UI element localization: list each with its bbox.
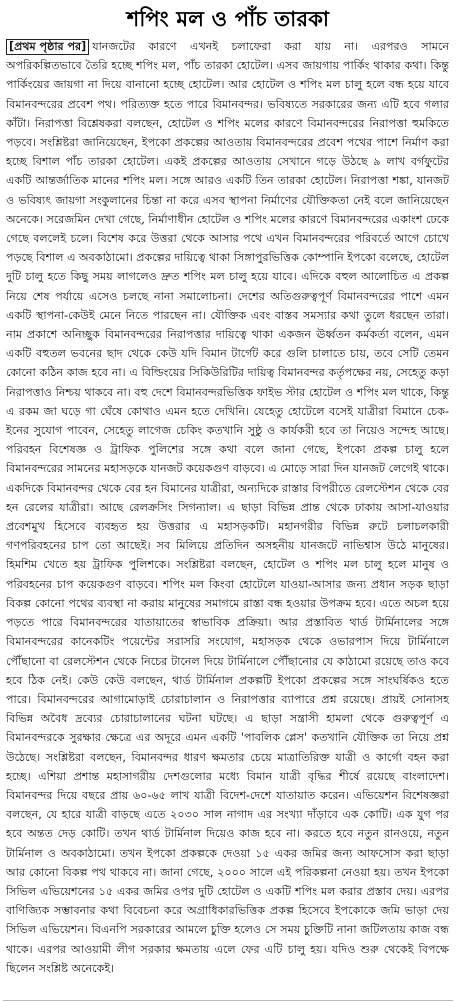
bottom-rule	[3, 1000, 453, 1001]
article-paragraph: যানজটের কারণে এখনই চলাফেরা করা যায় না। এরপরও সামনে অপরিকল্পিতভাবে তৈরি হচ্ছে শপিং মল, পাঁচ তারকা হোটেল। এসব জায়গায় পার্কিং থাকার কথা। কিন্তু পার্কিংয়ের জায়গা না দিয়ে বানানো হচ্ছে হোটেল। আর হোটেল ও শপিং মল চালু হলে বন্ধ হয়ে যাবে বিমানবন্দরের প্রবেশ পথ। পরিত্যক্ত হতে পারে বিমানবন্দর। ভবিষ্যতে সরকারের জন্য এটি হবে গলার কাঁটা। নিরাপত্তা বিশ্লেষকরা বলছেন, হোটেল ও শপিং মলের কারণে বিমানবন্দরের নিরাপত্তা হুমকিতে পড়বে। সংশ্লিষ্টরা জানিয়েছেন, ইপকো প্রকল্পের আওতায় বিমানবন্দরের প্রবেশ পথের পাশে নির্মাণ করা হচ্ছে বিশাল পাঁচ তারকা হোটেল। একই প্রকল্পের আওতায় সেখানে গড়ে উঠছে ৯ লাখ বর্গফুটের একটি আন্তর্জাতিক মানের শপিং মল। সঙ্গে আরও একটি তিন তারকা হোটেল। নিরাপত্তা শঙ্কা, যানজট ও ভবিষ্যৎ জায়গা সংকুলানের চিন্তা না করে এসব স্থাপনা নির্মাণের যৌক্তিকতা নেই বলে জানিয়েছেন অনেকে। সরেজমিন দেখা গেছে, নির্মাণাধীন হোটেল ও শপিং মলের কারণে বিমানবন্দরের একাংশ ঢেকে গেছে বললেই চলে। বিশেষ করে উত্তরা থেকে আসার পথে এখন বিমানবন্দরের পরিবর্তে আগে চোখে পড়ছে বিশাল এ অবকাঠামো। প্রকল্পের দায়িত্বে থাকা সিঙ্গাপুরভিত্তিক কোম্পানি ইপকো বলেছে, হোটেল দুটি চালু হতে কিছু সময় লাগলেও দ্রুত শপিং মল চালু হয়ে যাবে। এদিকে বহুল আলোচিত এ প্রকল্প নিয়ে শেষ পর্যায়ে এসেও চলছে নানা সমালোচনা। দেশের অতিগুরুত্বপূর্ণ বিমানবন্দরের পাশে এমন একটি স্থাপনা-কেউই মেনে নিতে পারছেন না। যৌক্তিক এবং বাস্তব সমস্যার কথা তুলে ধরছেন তারা। নাম প্রকাশে অনিচ্ছুক বিমানবন্দরের নিরাপত্তার দায়িত্বে থাকা একজন ঊর্ধ্বতন কর্মকর্তা বলেন, এমন একটি বহুতল ভবনের ছাদ থেকে কেউ যদি বিমান টার্গেট করে গুলি চালাতে চায়, তবে সেটি তেমন কোনো কঠিন কাজ হবে না। এ বিল্ডিংয়ের সিকিউরিটির দায়িত্ব বিমানবন্দর কর্তৃপক্ষের নয়, সেহেতু কড়া নিরাপত্তাও নিশ্চয় থাকবে না। বহু দেশে বিমানবন্দরভিত্তিক ফাইভ স্টার হোটেল ও শপিং মল থাকে, কিন্তু এ রকম জা ঘড়ে গা ঘেঁষে কোথাও এমন হতে দেখিনি। যেহেতু হোটেলে বসেই যাত্রীরা বিমানে চেক-ইনের সুযোগ পাবেন, সেহেতু লাগেজ চেকিং কতখানি সুষ্ঠু ও কার্যকরী হবে তা নিয়েও সন্দেহ আছে। পরিবহন বিশেষজ্ঞ ও ট্রাফিক পুলিশের সঙ্গে কথা বলে জানা গেছে, ইপকো প্রকল্প চালু হলে বিমানবন্দরের সামনের মহাসড়কে যানজট কয়েকগুণ বাড়বে। এ মোড়ে সারা দিন যানজট লেগেই থাকে। একদিকে বিমানবন্দর থেকে বের হন বিমানের যাত্রীরা, অন্যদিকে রাস্তার বিপরীতে রেলস্টেশন থেকে বের হন রেলের যাত্রীরা। আছে রেলক্রসিং সিগন্যাল। এ ছাড়া বিভিন্ন প্রান্ত থেকে ঢাকায় আসা-যাওয়ার প্রবেশমুখ হিসেবে ব্যবহৃত হয় উত্তরার এ মহাসড়কটি। মহানগরীর বিভিন্ন রুটে চলাচলকারী গণপরিবহনের চাপ তো আছেই। সব মিলিয়ে প্রতিদিন অসহনীয় যানজটে নাভিশ্বাস উঠে মানুষের। হিমশিম খেতে হয় ট্রাফিক পুলিশকে। সংশ্লিষ্টরা বলছেন, হোটেল ও শপিং মল চালু হলে মানুষ ও পরিবহনের চাপ কয়েকগুণ বাড়বে। শপিং মল কিংবা হোটেলে যাওয়া-আসার জন্য প্রধান সড়ক ছাড়া বিকল্প কোনো পথের ব্যবস্থা না করায় মানুষের সমাগমে রাস্তা বন্ধ হওয়ার উপক্রম হবে। এতে অচল হয়ে পড়তে পারে বিমানবন্দরের যাতায়াতের স্বাভাবিক প্রক্রিয়া। আর প্রস্তাবিত থার্ড টার্মিনালের সঙ্গে বিমানবন্দরের কানেকটিং পয়েন্টের সরাসরি সংযোগ, মহাসড়ক থেকে ওভারপাস দিয়ে টার্মিনালে পৌঁছানো বা রেলস্টেশন থেকে নিচের টানেল দিয়ে টার্মিনালে পৌঁছানোর যে কাঠামো রয়েছে তাও কবে হবে ঠিক নেই। কেউ কেউ বলছেন, থার্ড টার্মিনাল প্রকল্পটি ইপকো প্রকল্পের সঙ্গে সাংঘর্ষিকও হতে পারে। বিমানবন্দরের আগামোড়াই চোরাচালান ও নিরাপত্তার ব্যাপারে প্রশ্ন রয়েছে। প্রায়ই সোনাসহ বিভিন্ন অবৈধ দ্রব্যের চোরাচালানের ঘটনা ঘটছে। এ ছাড়া সন্ত্রাসী হামলা থেকে গুরুত্বপূর্ণ এ বিমানবন্দরকে সুরক্ষার ক্ষেত্রে এর অদূরে এমন একটি 'পাবলিক প্লেস' কতখানি যৌক্তিক তা নিয়ে প্রশ্ন উঠেছে। সংশ্লিষ্টরা বলছেন, বিমানবন্দর ধারণ ক্ষমতার চেয়ে মাত্রাতিরিক্ত যাত্রী ও কার্গো বহন করা হচ্ছে। এশিয়া প্রশান্ত মহাসাগরীয় দেশগুলোর মধ্যে বিমান যাত্রী বৃদ্ধির শীর্ষে রয়েছে বাংলাদেশ। বিমানবন্দর দিয়ে বছরে প্রায় ৬০-৬৫ লাখ যাত্রী বিদেশ-দেশে যাতায়াত করেন। এভিয়েশন বিশেষজ্ঞরা বলছেন, যে হারে যাত্রী বাড়ছে এতে ২০৩০ সাল নাগাদ এর সংখ্যা দাঁড়াবে এক কোটি। এক যুগ পর হবে অন্তত দেড় কোটি। তখন থার্ড টার্মিনাল দিয়েও কাজ হবে না। করতে হবে নতুন রানওয়ে, নতুন টার্মিনাল ও অবকাঠামো। তখন ইপকো প্রকল্পকে দেওয়া ১৫ একর জমির জন্য আফসোস করা ছাড়া আর কোনো বিকল্প পথ থাকবে না। জানা গেছে, ২০০০ সালে এই পরিকল্পনা নেওয়া হয়। তখন ইপকো সিভিল এভিয়েশনের ১৫ একর জমির ওপর দুটি হোটেল ও একটি শপিং মল করার প্রস্তাব দেয়। এরপর বাণিজ্যিক সম্ভাবনার কথা বিবেচনা করে অগ্রাধিকারভিত্তিক প্রকল্প হিসেবে ইপকোকে জমি ভাড়া দেয় সিভিল এভিয়েশন। বিএনপি সরকারের আমলে চুক্তি হলেও সে সময় চুক্তিটি নানা জটিলতায় কাজ বন্ধ থাকে। এরপর আওয়ামী লীগ সরকার ক্ষমতায় এলে ফের এটি চালু হয়। যদিও শুরু থেকেই বিপক্ষে ছিলেন সংশ্লিষ্ট অনেকেই।	[6, 40, 449, 975]
article-body	[6, 37, 449, 999]
article-text	[6, 37, 449, 978]
continued-from-front-page-label: [প্রথম পৃষ্ঠার পর]	[6, 39, 89, 55]
article-headline: শপিং মল ও পাঁচ তারকা	[126, 7, 330, 31]
